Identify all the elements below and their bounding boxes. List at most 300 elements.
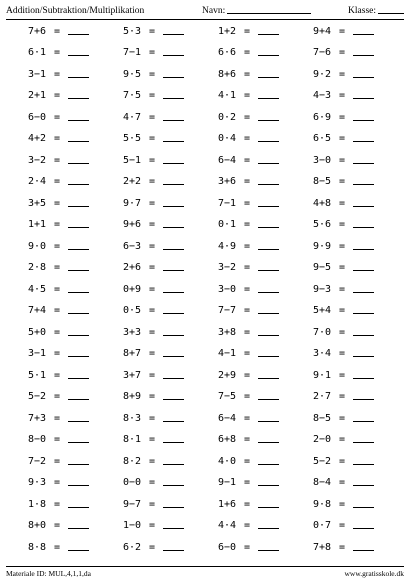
problem-item (297, 323, 392, 345)
equals-sign: = (53, 348, 61, 360)
problem-item (202, 495, 297, 517)
answer-blank[interactable] (258, 355, 279, 357)
problem-item (12, 259, 107, 281)
answer-blank[interactable] (68, 162, 89, 164)
equals-sign: = (243, 520, 251, 532)
equals-sign: = (338, 133, 346, 145)
answer-blank[interactable] (353, 248, 374, 250)
problem-item (107, 44, 202, 66)
problem-item (107, 474, 202, 496)
problem-expression: 8+6 (217, 68, 236, 80)
answer-blank[interactable] (163, 183, 184, 185)
problem-expression: 3−2 (27, 154, 46, 166)
problem-expression: 2·4 (27, 176, 46, 188)
problem-expression: 8·3 (122, 412, 141, 424)
equals-sign: = (338, 520, 346, 532)
equals-sign: = (53, 283, 61, 295)
problem-item (12, 44, 107, 66)
problem-expression: 8−5 (312, 412, 331, 424)
problem-expression: 3+6 (217, 176, 236, 188)
answer-blank[interactable] (258, 484, 279, 486)
answer-blank[interactable] (353, 506, 374, 508)
answer-blank[interactable] (163, 269, 184, 271)
problem-expression: 2+9 (217, 369, 236, 381)
equals-sign: = (243, 326, 251, 338)
answer-blank[interactable] (163, 441, 184, 443)
equals-sign: = (338, 90, 346, 102)
problem-expression: 6−4 (217, 154, 236, 166)
equals-sign: = (53, 111, 61, 123)
answer-blank[interactable] (163, 248, 184, 250)
answer-blank[interactable] (163, 420, 184, 422)
answer-blank[interactable] (68, 248, 89, 250)
answer-blank[interactable] (258, 549, 279, 551)
answer-blank[interactable] (353, 183, 374, 185)
answer-blank[interactable] (68, 97, 89, 99)
problem-expression: 9+6 (122, 219, 141, 231)
problem-expression: 7−1 (122, 47, 141, 59)
equals-sign: = (243, 369, 251, 381)
equals-sign: = (243, 219, 251, 231)
problem-item (202, 323, 297, 345)
problem-expression: 4−1 (217, 348, 236, 360)
answer-blank[interactable] (258, 226, 279, 228)
answer-blank[interactable] (163, 140, 184, 142)
answer-blank[interactable] (68, 377, 89, 379)
problem-item (297, 130, 392, 152)
problem-item (202, 409, 297, 431)
answer-blank[interactable] (258, 291, 279, 293)
problem-item (12, 431, 107, 453)
answer-blank[interactable] (353, 463, 374, 465)
answer-blank[interactable] (258, 334, 279, 336)
equals-sign: = (338, 154, 346, 166)
equals-sign: = (53, 369, 61, 381)
equals-sign: = (338, 68, 346, 80)
equals-sign: = (53, 326, 61, 338)
problem-expression: 7−5 (217, 391, 236, 403)
problem-expression: 0·2 (217, 111, 236, 123)
equals-sign: = (243, 68, 251, 80)
problem-item (107, 323, 202, 345)
answer-blank[interactable] (258, 463, 279, 465)
equals-sign: = (148, 90, 156, 102)
answer-blank[interactable] (68, 33, 89, 35)
name-line (227, 12, 311, 14)
answer-blank[interactable] (258, 97, 279, 99)
answer-blank[interactable] (163, 162, 184, 164)
answer-blank[interactable] (353, 420, 374, 422)
problem-item (12, 130, 107, 152)
answer-blank[interactable] (163, 54, 184, 56)
equals-sign: = (148, 240, 156, 252)
problem-expression: 5−2 (312, 455, 331, 467)
answer-blank[interactable] (353, 33, 374, 35)
equals-sign: = (338, 348, 346, 360)
problem-expression: 7+8 (312, 541, 331, 553)
answer-blank[interactable] (68, 355, 89, 357)
problem-item (107, 409, 202, 431)
problem-expression: 1+6 (217, 498, 236, 510)
problem-expression: 7−1 (217, 197, 236, 209)
answer-blank[interactable] (163, 549, 184, 551)
problem-item (107, 216, 202, 238)
equals-sign: = (53, 455, 61, 467)
answer-blank[interactable] (163, 334, 184, 336)
equals-sign: = (243, 498, 251, 510)
equals-sign: = (243, 176, 251, 188)
equals-sign: = (243, 391, 251, 403)
problem-expression: 6+8 (217, 434, 236, 446)
answer-blank[interactable] (353, 377, 374, 379)
problem-item (202, 431, 297, 453)
problem-item (202, 173, 297, 195)
equals-sign: = (338, 283, 346, 295)
problem-item (297, 22, 392, 44)
answer-blank[interactable] (353, 140, 374, 142)
problem-item (202, 151, 297, 173)
answer-blank[interactable] (353, 334, 374, 336)
equals-sign: = (148, 434, 156, 446)
problem-expression: 9−7 (122, 498, 141, 510)
answer-blank[interactable] (163, 119, 184, 121)
problem-expression: 3−1 (27, 348, 46, 360)
answer-blank[interactable] (258, 398, 279, 400)
equals-sign: = (148, 197, 156, 209)
answer-blank[interactable] (353, 269, 374, 271)
answer-blank[interactable] (353, 549, 374, 551)
equals-sign: = (243, 197, 251, 209)
problem-expression: 9+4 (312, 25, 331, 37)
problem-expression: 0·4 (217, 133, 236, 145)
equals-sign: = (148, 111, 156, 123)
problem-expression: 9−5 (312, 262, 331, 274)
problem-expression: 9·3 (27, 477, 46, 489)
problem-expression: 4·4 (217, 520, 236, 532)
problem-expression: 6−0 (27, 111, 46, 123)
answer-blank[interactable] (353, 441, 374, 443)
answer-blank[interactable] (163, 33, 184, 35)
answer-blank[interactable] (353, 205, 374, 207)
equals-sign: = (148, 262, 156, 274)
problem-item (202, 474, 297, 496)
answer-blank[interactable] (258, 183, 279, 185)
problem-item (297, 538, 392, 560)
problem-item (12, 538, 107, 560)
problem-expression: 5−1 (122, 154, 141, 166)
problem-expression: 8−0 (27, 434, 46, 446)
problem-expression: 7−6 (312, 47, 331, 59)
problem-item (107, 173, 202, 195)
answer-blank[interactable] (68, 312, 89, 314)
answer-blank[interactable] (68, 527, 89, 529)
problem-expression: 4·7 (122, 111, 141, 123)
equals-sign: = (243, 477, 251, 489)
name-label: Navn: (202, 6, 226, 16)
problem-item (297, 259, 392, 281)
answer-blank[interactable] (353, 226, 374, 228)
problem-item (297, 65, 392, 87)
problem-item (12, 345, 107, 367)
problem-expression: 5·1 (27, 369, 46, 381)
equals-sign: = (148, 283, 156, 295)
answer-blank[interactable] (68, 334, 89, 336)
answer-blank[interactable] (353, 76, 374, 78)
problem-item (297, 280, 392, 302)
answer-blank[interactable] (258, 248, 279, 250)
problem-item (202, 194, 297, 216)
equals-sign: = (148, 305, 156, 317)
answer-blank[interactable] (258, 119, 279, 121)
answer-blank[interactable] (163, 355, 184, 357)
equals-sign: = (338, 434, 346, 446)
answer-blank[interactable] (68, 420, 89, 422)
equals-sign: = (243, 111, 251, 123)
answer-blank[interactable] (163, 312, 184, 314)
problem-expression: 7·5 (122, 90, 141, 102)
problem-expression: 9·9 (312, 240, 331, 252)
problem-expression: 0−0 (122, 477, 141, 489)
problem-expression: 7−7 (217, 305, 236, 317)
answer-blank[interactable] (68, 463, 89, 465)
equals-sign: = (148, 68, 156, 80)
problem-item (107, 65, 202, 87)
equals-sign: = (148, 520, 156, 532)
problem-expression: 9·2 (312, 68, 331, 80)
worksheet-header (6, 0, 404, 20)
problem-item (107, 194, 202, 216)
equals-sign: = (148, 541, 156, 553)
answer-blank[interactable] (353, 527, 374, 529)
problem-expression: 6·5 (312, 133, 331, 145)
answer-blank[interactable] (163, 506, 184, 508)
answer-blank[interactable] (258, 140, 279, 142)
equals-sign: = (243, 283, 251, 295)
answer-blank[interactable] (353, 119, 374, 121)
problem-item (202, 216, 297, 238)
equals-sign: = (148, 133, 156, 145)
problem-expression: 6·6 (217, 47, 236, 59)
answer-blank[interactable] (163, 97, 184, 99)
answer-blank[interactable] (163, 463, 184, 465)
problem-expression: 4·1 (217, 90, 236, 102)
answer-blank[interactable] (163, 205, 184, 207)
equals-sign: = (53, 90, 61, 102)
problem-item (12, 323, 107, 345)
problem-item (107, 302, 202, 324)
answer-blank[interactable] (68, 441, 89, 443)
answer-blank[interactable] (68, 54, 89, 56)
problem-item (202, 259, 297, 281)
answer-blank[interactable] (353, 312, 374, 314)
answer-blank[interactable] (258, 269, 279, 271)
problem-expression: 7·0 (312, 326, 331, 338)
answer-blank[interactable] (68, 205, 89, 207)
problem-expression: 6·1 (27, 47, 46, 59)
answer-blank[interactable] (163, 226, 184, 228)
answer-blank[interactable] (68, 140, 89, 142)
answer-blank[interactable] (258, 205, 279, 207)
problem-item (107, 280, 202, 302)
problem-item (12, 237, 107, 259)
problem-item (297, 216, 392, 238)
problem-item (107, 151, 202, 173)
problem-expression: 3+8 (217, 326, 236, 338)
problem-item (297, 44, 392, 66)
answer-blank[interactable] (353, 97, 374, 99)
equals-sign: = (53, 47, 61, 59)
problem-expression: 5+0 (27, 326, 46, 338)
answer-blank[interactable] (353, 162, 374, 164)
problem-item (12, 517, 107, 539)
problem-expression: 2+2 (122, 176, 141, 188)
answer-blank[interactable] (258, 54, 279, 56)
equals-sign: = (53, 412, 61, 424)
problem-item (202, 452, 297, 474)
equals-sign: = (53, 68, 61, 80)
problem-item (297, 474, 392, 496)
equals-sign: = (148, 348, 156, 360)
class-label: Klasse: (348, 6, 376, 16)
equals-sign: = (53, 240, 61, 252)
problem-item (297, 87, 392, 109)
problem-expression: 8·8 (27, 541, 46, 553)
problem-expression: 3−0 (217, 283, 236, 295)
problem-expression: 4·5 (27, 283, 46, 295)
problem-item (107, 366, 202, 388)
answer-blank[interactable] (68, 506, 89, 508)
equals-sign: = (243, 240, 251, 252)
equals-sign: = (338, 498, 346, 510)
problem-item (297, 495, 392, 517)
problem-expression: 5·6 (312, 219, 331, 231)
worksheet-title: Addition/Subtraktion/Multiplikation (6, 6, 145, 16)
answer-blank[interactable] (258, 312, 279, 314)
problem-item (297, 108, 392, 130)
problem-expression: 6−4 (217, 412, 236, 424)
problem-expression: 1·8 (27, 498, 46, 510)
equals-sign: = (338, 412, 346, 424)
problem-expression: 3+7 (122, 369, 141, 381)
answer-blank[interactable] (353, 54, 374, 56)
problem-item (107, 431, 202, 453)
problem-item (202, 517, 297, 539)
equals-sign: = (243, 541, 251, 553)
answer-blank[interactable] (163, 291, 184, 293)
equals-sign: = (338, 391, 346, 403)
website-url: www.gratisskole.dk (344, 569, 404, 578)
equals-sign: = (53, 219, 61, 231)
problem-item (12, 474, 107, 496)
problem-expression: 4·0 (217, 455, 236, 467)
problem-expression: 5−2 (27, 391, 46, 403)
equals-sign: = (338, 240, 346, 252)
answer-blank[interactable] (258, 33, 279, 35)
problem-item (202, 388, 297, 410)
answer-blank[interactable] (68, 269, 89, 271)
answer-blank[interactable] (258, 377, 279, 379)
equals-sign: = (148, 391, 156, 403)
answer-blank[interactable] (258, 76, 279, 78)
answer-blank[interactable] (68, 119, 89, 121)
answer-blank[interactable] (68, 549, 89, 551)
problem-item (202, 538, 297, 560)
problem-grid (0, 22, 410, 560)
answer-blank[interactable] (68, 398, 89, 400)
answer-blank[interactable] (353, 398, 374, 400)
problem-item (297, 431, 392, 453)
answer-blank[interactable] (68, 291, 89, 293)
problem-expression: 9·5 (122, 68, 141, 80)
problem-item (202, 366, 297, 388)
equals-sign: = (53, 176, 61, 188)
problem-expression: 1−0 (122, 520, 141, 532)
problem-item (297, 151, 392, 173)
problem-expression: 8+0 (27, 520, 46, 532)
answer-blank[interactable] (258, 162, 279, 164)
equals-sign: = (338, 197, 346, 209)
problem-item (202, 44, 297, 66)
answer-blank[interactable] (163, 398, 184, 400)
equals-sign: = (338, 455, 346, 467)
problem-item (107, 259, 202, 281)
answer-blank[interactable] (353, 484, 374, 486)
answer-blank[interactable] (68, 183, 89, 185)
problem-expression: 6−0 (217, 541, 236, 553)
answer-blank[interactable] (68, 76, 89, 78)
answer-blank[interactable] (163, 76, 184, 78)
problem-item (12, 108, 107, 130)
answer-blank[interactable] (258, 420, 279, 422)
problem-item (297, 452, 392, 474)
answer-blank[interactable] (353, 291, 374, 293)
problem-expression: 8+9 (122, 391, 141, 403)
problem-item (107, 388, 202, 410)
answer-blank[interactable] (163, 527, 184, 529)
problem-item (107, 495, 202, 517)
equals-sign: = (148, 154, 156, 166)
problem-expression: 8·2 (122, 455, 141, 467)
answer-blank[interactable] (163, 484, 184, 486)
class-field (324, 6, 404, 16)
answer-blank[interactable] (258, 527, 279, 529)
answer-blank[interactable] (258, 441, 279, 443)
problem-expression: 1+2 (217, 25, 236, 37)
answer-blank[interactable] (353, 355, 374, 357)
problem-item (202, 65, 297, 87)
problem-expression: 3·4 (312, 348, 331, 360)
equals-sign: = (148, 219, 156, 231)
problem-item (107, 130, 202, 152)
equals-sign: = (338, 47, 346, 59)
problem-item (12, 87, 107, 109)
answer-blank[interactable] (163, 377, 184, 379)
equals-sign: = (53, 434, 61, 446)
answer-blank[interactable] (68, 226, 89, 228)
equals-sign: = (53, 154, 61, 166)
answer-blank[interactable] (68, 484, 89, 486)
problem-expression: 9·0 (27, 240, 46, 252)
answer-blank[interactable] (258, 506, 279, 508)
problem-expression: 0·5 (122, 305, 141, 317)
problem-expression: 2·7 (312, 391, 331, 403)
equals-sign: = (338, 262, 346, 274)
problem-expression: 9·8 (312, 498, 331, 510)
problem-item (202, 280, 297, 302)
equals-sign: = (148, 477, 156, 489)
problem-item (202, 87, 297, 109)
equals-sign: = (148, 412, 156, 424)
